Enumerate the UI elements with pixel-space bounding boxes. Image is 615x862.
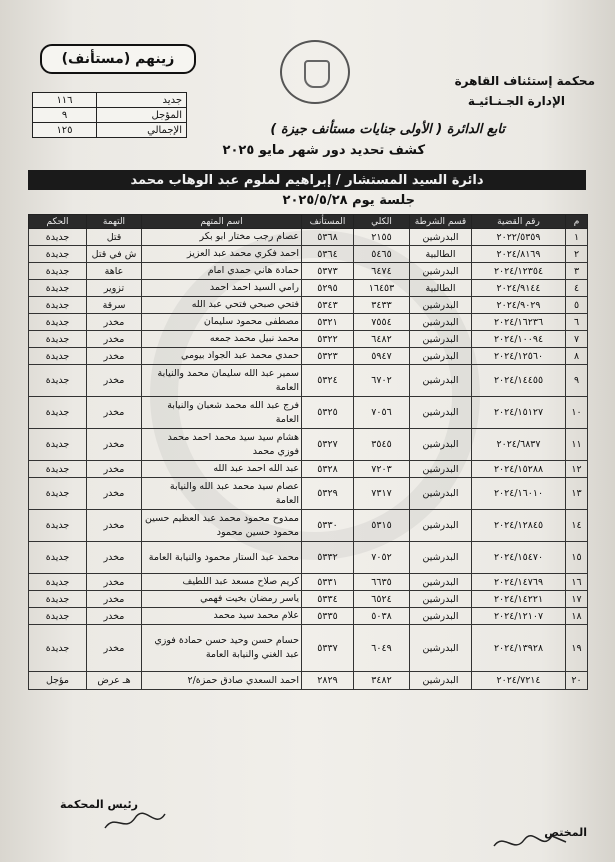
table-row: [29, 314, 588, 331]
status: جديدة: [29, 280, 87, 297]
summary-row: [33, 123, 187, 138]
summary-label: المؤجل: [97, 108, 187, 123]
case-number: ٢٠٢٤/١٥٢٨٨: [472, 461, 566, 478]
charge: هـ عرض: [87, 672, 142, 690]
session-date: جلسة يوم ٢٠٢٥/٥/٢٨: [282, 193, 415, 208]
police-station: البدرشين: [410, 365, 472, 397]
table-row: [29, 672, 588, 690]
case-number: ٢٠٢٤/١٦٠١٠: [472, 478, 566, 510]
charge: ش في قتل: [87, 246, 142, 263]
status: جديدة: [29, 542, 87, 574]
appeal-number: ٥٣٣٧: [302, 625, 354, 672]
kolli-number: ٣٤٣٣: [354, 297, 410, 314]
table-row: [29, 229, 588, 246]
case-number: ٢٠٢٤/١٢٣٥٤: [472, 263, 566, 280]
police-station: البدرشين: [410, 397, 472, 429]
status: جديدة: [29, 246, 87, 263]
police-station: البدرشين: [410, 672, 472, 690]
table-row: [29, 625, 588, 672]
defendant-name: عصام رجب مختار ابو بكر: [142, 229, 302, 246]
table-row: [29, 297, 588, 314]
police-station: البدرشين: [410, 314, 472, 331]
circuit-title: تابع الدائرة ( الأولى جنايات مستأنف جيزة ): [270, 122, 505, 137]
table-row: [29, 348, 588, 365]
defendant-name: هشام سيد سيد محمد احمد محمد فوزي محمد: [142, 429, 302, 461]
table-row: [29, 574, 588, 591]
police-station: البدرشين: [410, 229, 472, 246]
summary-label: جديد: [97, 93, 187, 108]
appeal-number: ٥٣٣٠: [302, 510, 354, 542]
status: جديدة: [29, 297, 87, 314]
defendant-name: ياسر رمضان بخيت فهمي: [142, 591, 302, 608]
police-station: البدرشين: [410, 263, 472, 280]
status: مؤجل: [29, 672, 87, 690]
case-number: ٢٠٢٤/١٤٢٢١: [472, 591, 566, 608]
defendant-name: عصام سيد محمد عبد الله والنيابة العامة: [142, 478, 302, 510]
charge: مخدر: [87, 348, 142, 365]
kolli-number: ٧٢٠٣: [354, 461, 410, 478]
charge: مخدر: [87, 608, 142, 625]
defendant-name: محمد عبد الستار محمود والنيابة العامة: [142, 542, 302, 574]
appeal-number: ٥٣٢٨: [302, 461, 354, 478]
appeal-number: ٥٣٣٤: [302, 591, 354, 608]
summary-value: ١١٦: [33, 93, 97, 108]
case-number: ٢٠٢٤/٩١٤٤: [472, 280, 566, 297]
appeal-number: ٥٣٦٤: [302, 246, 354, 263]
kolli-number: ٣٤٨٢: [354, 672, 410, 690]
court-name: محكمة إستئناف القاهرة: [454, 74, 595, 88]
case-number: ٢٠٢٤/١٢١٠٧: [472, 608, 566, 625]
case-number: ٢٠٢٤/١٥١٢٧: [472, 397, 566, 429]
table-row: [29, 478, 588, 510]
table-row: [29, 429, 588, 461]
police-station: البدرشين: [410, 625, 472, 672]
charge: عاهة: [87, 263, 142, 280]
column-header: المستأنف: [302, 215, 354, 229]
charge: مخدر: [87, 510, 142, 542]
cases-table: [28, 214, 588, 690]
row-number: ٣: [566, 263, 588, 280]
police-station: البدرشين: [410, 608, 472, 625]
status: جديدة: [29, 591, 87, 608]
case-number: ٢٠٢٤/١٢٥٦٠: [472, 348, 566, 365]
police-station: البدرشين: [410, 478, 472, 510]
case-number: ٢٠٢٤/٦٨٣٧: [472, 429, 566, 461]
table-row: [29, 510, 588, 542]
defendant-name: مصطفى محمود سليمان: [142, 314, 302, 331]
signature-scribble-icon: [100, 808, 170, 836]
police-station: البدرشين: [410, 429, 472, 461]
charge: مخدر: [87, 314, 142, 331]
kolli-number: ٦٠٤٩: [354, 625, 410, 672]
defendant-name: احمد السعدي صادق حمزة/٢: [142, 672, 302, 690]
appeal-number: ٥٣٢٣: [302, 348, 354, 365]
appeal-number: ٥٣٢٥: [302, 397, 354, 429]
kolli-number: ٧٠٥٦: [354, 397, 410, 429]
summary-label: الإجمالي: [97, 123, 187, 138]
table-row: [29, 280, 588, 297]
row-number: ٢: [566, 246, 588, 263]
police-station: البدرشين: [410, 510, 472, 542]
appeal-number: ٢٨٢٩: [302, 672, 354, 690]
defendant-name: سمير عبد الله سليمان محمد والنيابة العامة: [142, 365, 302, 397]
appeal-number: ٥٣٢١: [302, 314, 354, 331]
kolli-number: ٢١٥٥: [354, 229, 410, 246]
table-row: [29, 608, 588, 625]
row-number: ٢٠: [566, 672, 588, 690]
court-seal-icon: [280, 40, 350, 104]
defendant-name: احمد فكري محمد عبد العزيز: [142, 246, 302, 263]
table-row: [29, 542, 588, 574]
kolli-number: ٦٤٨٢: [354, 331, 410, 348]
row-number: ٨: [566, 348, 588, 365]
appeal-number: ٥٣٢٢: [302, 331, 354, 348]
row-number: ١٣: [566, 478, 588, 510]
appeal-number: ٥٣٣١: [302, 574, 354, 591]
case-number: ٢٠٢٤/١٦٢٣٦: [472, 314, 566, 331]
case-number: ٢٠٢٤/١٤٧٦٩: [472, 574, 566, 591]
row-number: ٥: [566, 297, 588, 314]
summary-row: [33, 93, 187, 108]
case-number: ٢٠٢٤/٧٢١٤: [472, 672, 566, 690]
case-number: ٢٠٢٢/٥٣٥٩: [472, 229, 566, 246]
column-header: الحكم: [29, 215, 87, 229]
row-number: ١٤: [566, 510, 588, 542]
status: جديدة: [29, 608, 87, 625]
column-header: م: [566, 215, 588, 229]
charge: مخدر: [87, 397, 142, 429]
status: جديدة: [29, 574, 87, 591]
appeal-number: ٥٣٦٨: [302, 229, 354, 246]
appeal-number: ٥٣٤٣: [302, 297, 354, 314]
column-header: رقم القضية: [472, 215, 566, 229]
kolli-number: ١٦٤٥٣: [354, 280, 410, 297]
defendant-name: فرج عبد الله محمد شعبان والنيابة العامة: [142, 397, 302, 429]
police-station: الطالبية: [410, 246, 472, 263]
table-row: [29, 591, 588, 608]
defendant-name: كريم صلاح مسعد عبد اللطيف: [142, 574, 302, 591]
table-row: [29, 397, 588, 429]
charge: قتل: [87, 229, 142, 246]
row-number: ١٩: [566, 625, 588, 672]
defendant-name: حسام حسن وحيد حسن حمادة فوزي عبد الغني والنيابة العامة: [142, 625, 302, 672]
kolli-number: ٥٩٤٧: [354, 348, 410, 365]
presiding-judge-banner: دائرة السيد المستشار / إبراهيم لملوم عبد الوهاب محمد: [28, 170, 586, 190]
kolli-number: ٦٧٠٢: [354, 365, 410, 397]
status: جديدة: [29, 461, 87, 478]
department-name: الإدارة الجـنـائيـة: [467, 94, 565, 108]
case-number: ٢٠٢٤/١٠٠٩٤: [472, 331, 566, 348]
row-number: ٦: [566, 314, 588, 331]
status-label: زينهم (مستأنف): [40, 44, 196, 74]
signature-court-president: رئيس المحكمة: [60, 798, 138, 811]
table-row: [29, 331, 588, 348]
status: جديدة: [29, 314, 87, 331]
defendant-name: فتحي صبحي فتحي عبد الله: [142, 297, 302, 314]
summary-row: [33, 108, 187, 123]
row-number: ١٦: [566, 574, 588, 591]
signature-scribble-icon: [490, 828, 570, 858]
charge: تزوير: [87, 280, 142, 297]
appeal-number: ٥٣٣٥: [302, 608, 354, 625]
police-station: البدرشين: [410, 574, 472, 591]
case-number: ٢٠٢٤/١٢٨٤٥: [472, 510, 566, 542]
status: جديدة: [29, 478, 87, 510]
column-header: اسم المتهم: [142, 215, 302, 229]
table-row: [29, 263, 588, 280]
charge: مخدر: [87, 365, 142, 397]
signature-clerk: المختص: [544, 826, 587, 839]
police-station: الطالبية: [410, 280, 472, 297]
row-number: ١٥: [566, 542, 588, 574]
status: جديدة: [29, 331, 87, 348]
kolli-number: ٣٥٤٥: [354, 429, 410, 461]
status: جديدة: [29, 348, 87, 365]
case-number: ٢٠٢٤/٨١٦٩: [472, 246, 566, 263]
police-station: البدرشين: [410, 591, 472, 608]
appeal-number: ٥٣٢٤: [302, 365, 354, 397]
police-station: البدرشين: [410, 348, 472, 365]
charge: مخدر: [87, 478, 142, 510]
status: جديدة: [29, 510, 87, 542]
defendant-name: عبد الله احمد عبد الله: [142, 461, 302, 478]
table-row: [29, 365, 588, 397]
summary-value: ٩: [33, 108, 97, 123]
charge: مخدر: [87, 331, 142, 348]
summary-value: ١٢٥: [33, 123, 97, 138]
appeal-number: ٥٣٢٩: [302, 478, 354, 510]
police-station: البدرشين: [410, 542, 472, 574]
police-station: البدرشين: [410, 461, 472, 478]
appeal-number: ٥٣٢٧: [302, 429, 354, 461]
defendant-name: رامي السيد احمد احمد: [142, 280, 302, 297]
defendant-name: محمد نبيل محمد جمعه: [142, 331, 302, 348]
column-header: قسم الشرطة: [410, 215, 472, 229]
status: جديدة: [29, 263, 87, 280]
column-header: التهمة: [87, 215, 142, 229]
charge: مخدر: [87, 542, 142, 574]
charge: مخدر: [87, 461, 142, 478]
kolli-number: ٧٣١٧: [354, 478, 410, 510]
charge: مخدر: [87, 429, 142, 461]
kolli-number: ٥٠٣٨: [354, 608, 410, 625]
defendant-name: علام محمد سيد محمد: [142, 608, 302, 625]
status: جديدة: [29, 365, 87, 397]
row-number: ١٠: [566, 397, 588, 429]
charge: مخدر: [87, 574, 142, 591]
kolli-number: ٦٦٣٥: [354, 574, 410, 591]
kolli-number: ٦٥٢٤: [354, 591, 410, 608]
row-number: ٤: [566, 280, 588, 297]
status: جديدة: [29, 397, 87, 429]
table-row: [29, 246, 588, 263]
row-number: ٩: [566, 365, 588, 397]
row-number: ٧: [566, 331, 588, 348]
status: جديدة: [29, 229, 87, 246]
row-number: ١١: [566, 429, 588, 461]
defendant-name: ممدوح محمود محمد عبد العظيم حسين محمود حسين محمود: [142, 510, 302, 542]
case-number: ٢٠٢٤/١٣٩٢٨: [472, 625, 566, 672]
row-number: ١: [566, 229, 588, 246]
charge: سرقة: [87, 297, 142, 314]
kolli-number: ٧٥٥٤: [354, 314, 410, 331]
charge: مخدر: [87, 625, 142, 672]
status: جديدة: [29, 429, 87, 461]
kolli-number: ٥٣١٥: [354, 510, 410, 542]
case-number: ٢٠٢٤/٩٠٢٩: [472, 297, 566, 314]
kolli-number: ٦٤٧٤: [354, 263, 410, 280]
row-number: ١٢: [566, 461, 588, 478]
appeal-number: ٥٣٧٣: [302, 263, 354, 280]
status: جديدة: [29, 625, 87, 672]
roll-subtitle: كشف تحديد دور شهر مايو ٢٠٢٥: [222, 143, 425, 158]
column-header: الكلي: [354, 215, 410, 229]
defendant-name: حمادة هاني حمدي امام: [142, 263, 302, 280]
case-number: ٢٠٢٤/١٤٤٥٥: [472, 365, 566, 397]
row-number: ١٧: [566, 591, 588, 608]
police-station: البدرشين: [410, 297, 472, 314]
police-station: البدرشين: [410, 331, 472, 348]
appeal-number: ٥٢٩٥: [302, 280, 354, 297]
table-row: [29, 461, 588, 478]
kolli-number: ٥٤٦٥: [354, 246, 410, 263]
charge: مخدر: [87, 591, 142, 608]
row-number: ١٨: [566, 608, 588, 625]
defendant-name: حمدي محمد عبد الجواد بيومي: [142, 348, 302, 365]
appeal-number: ٥٣٣٢: [302, 542, 354, 574]
summary-table: [32, 92, 187, 138]
case-number: ٢٠٢٤/١٥٤٧٠: [472, 542, 566, 574]
kolli-number: ٧٠٥٢: [354, 542, 410, 574]
